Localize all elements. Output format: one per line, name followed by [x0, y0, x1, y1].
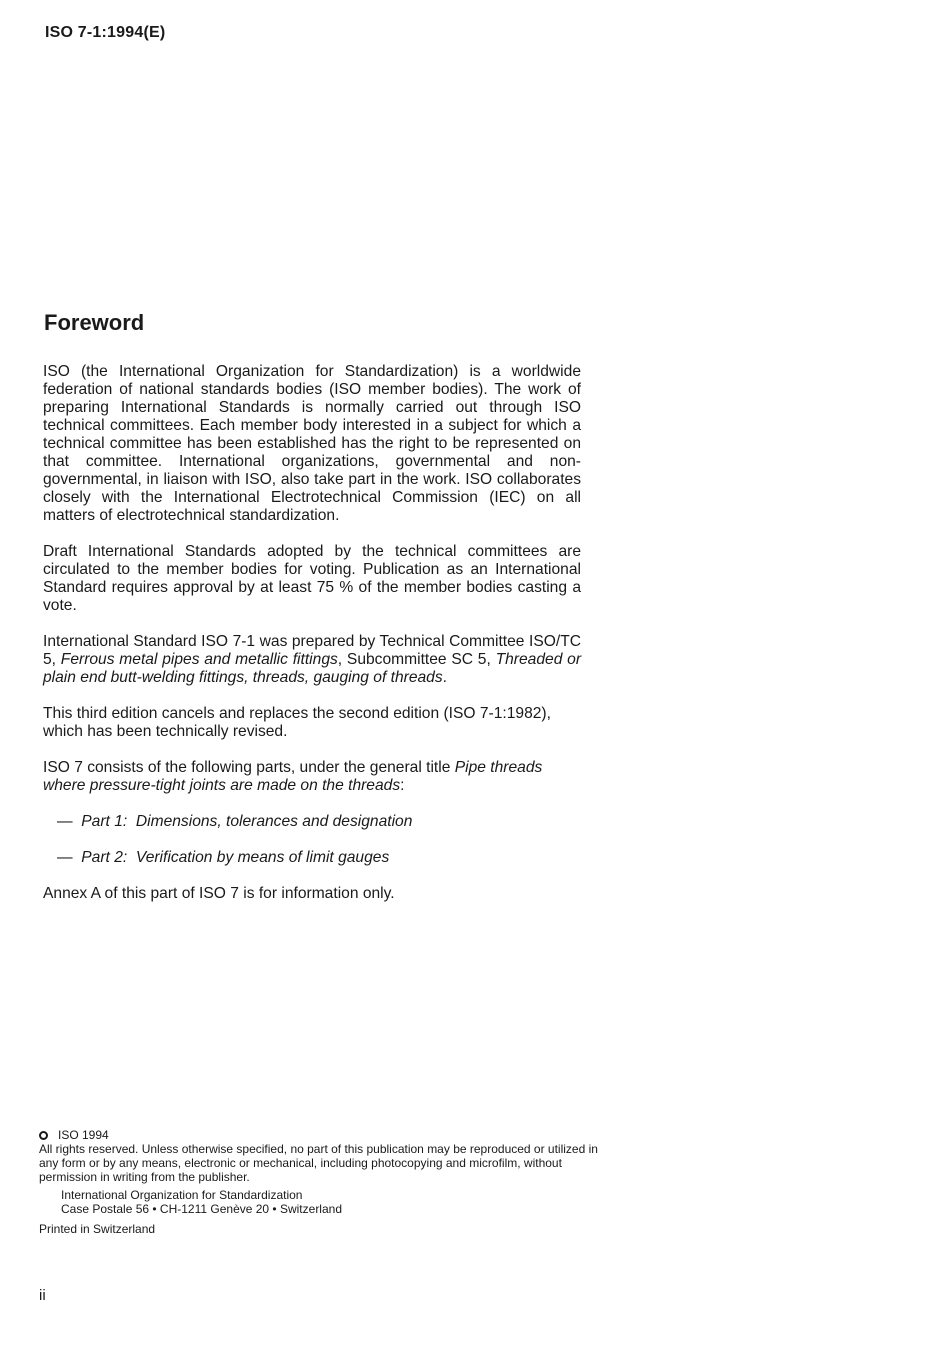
part-title: Dimensions, tolerances and designation — [135, 813, 413, 830]
paragraph-draft-standards: Draft International Standards adopted by the technical committees are circulated to the member bodies for voting. Publication as an International Standard requires approval by at least 75 % of the member bodies casting a vote. — [43, 543, 581, 614]
committee-text-3: . — [442, 669, 447, 686]
rights-statement: All rights reserved. Unless otherwise specified, no part of this publication may be reproduced or utilized in any form or by any means, electronic or mechanical, including photocopying and microfilm, without permission in writing from the publisher. — [39, 1142, 598, 1184]
foreword-title: Foreword — [44, 310, 145, 335]
parts-intro-text-1: ISO 7 consists of the following parts, under the general title — [43, 759, 455, 776]
committee-text-2: , Subcommittee SC 5, — [337, 651, 496, 668]
part-label: Part 1: — [81, 813, 128, 830]
paragraph-edition: This third edition cancels and replaces the second edition (ISO 7-1:1982), which has been technically revised. — [43, 705, 551, 740]
parts-intro-text-2: : — [400, 777, 405, 794]
part-label: Part 2: — [81, 849, 128, 866]
paragraph-annex: Annex A of this part of ISO 7 is for information only. — [43, 885, 395, 902]
dash: — — [57, 813, 73, 830]
list-item — [57, 813, 581, 831]
document-id: ISO 7-1:1994(E) — [45, 24, 166, 41]
org-address: Case Postale 56 • CH-1211 Genève 20 • Switzerland — [61, 1202, 342, 1216]
copyright-line — [39, 1128, 599, 1142]
subcommittee-name: Threaded or plain end butt-welding fittings, threads, gauging of threads — [43, 651, 582, 686]
part-title: Verification by means of limit gauges — [135, 849, 390, 866]
list-item — [57, 849, 581, 867]
general-title: Pipe threads where pressure-tight joints are made on the threads — [43, 759, 543, 794]
org-name: International Organization for Standardization — [61, 1188, 303, 1202]
committee-name: Ferrous metal pipes and metallic fittings — [60, 651, 338, 668]
printed-in: Printed in Switzerland — [39, 1222, 156, 1236]
dash: — — [57, 849, 73, 866]
foreword-body — [43, 363, 581, 921]
paragraph-parts-intro — [43, 759, 581, 795]
paragraph-committee — [43, 633, 581, 687]
copyright-block — [39, 1128, 599, 1236]
page-number: ii — [39, 1287, 46, 1304]
copyright-text: ISO 1994 — [58, 1128, 109, 1142]
copyright-icon — [39, 1131, 48, 1140]
paragraph-iso-description: ISO (the International Organization for Standardization) is a worldwide federation of national standards bodies (ISO member bodies). The work of preparing International Standards is normally carried out through ISO technical committees. Each member body interested in a subject for which a technical committee has been established has the right to be represented on that committee. International organizations, governmental and non-governmental, in liaison with ISO, also take part in the work. ISO collaborates closely with the International Electrotechnical Commission (IEC) on all matters of electrotechnical standardization. — [43, 363, 581, 524]
committee-text-1: International Standard ISO 7-1 was prepared by Technical Committee ISO/TC 5, — [43, 633, 581, 668]
